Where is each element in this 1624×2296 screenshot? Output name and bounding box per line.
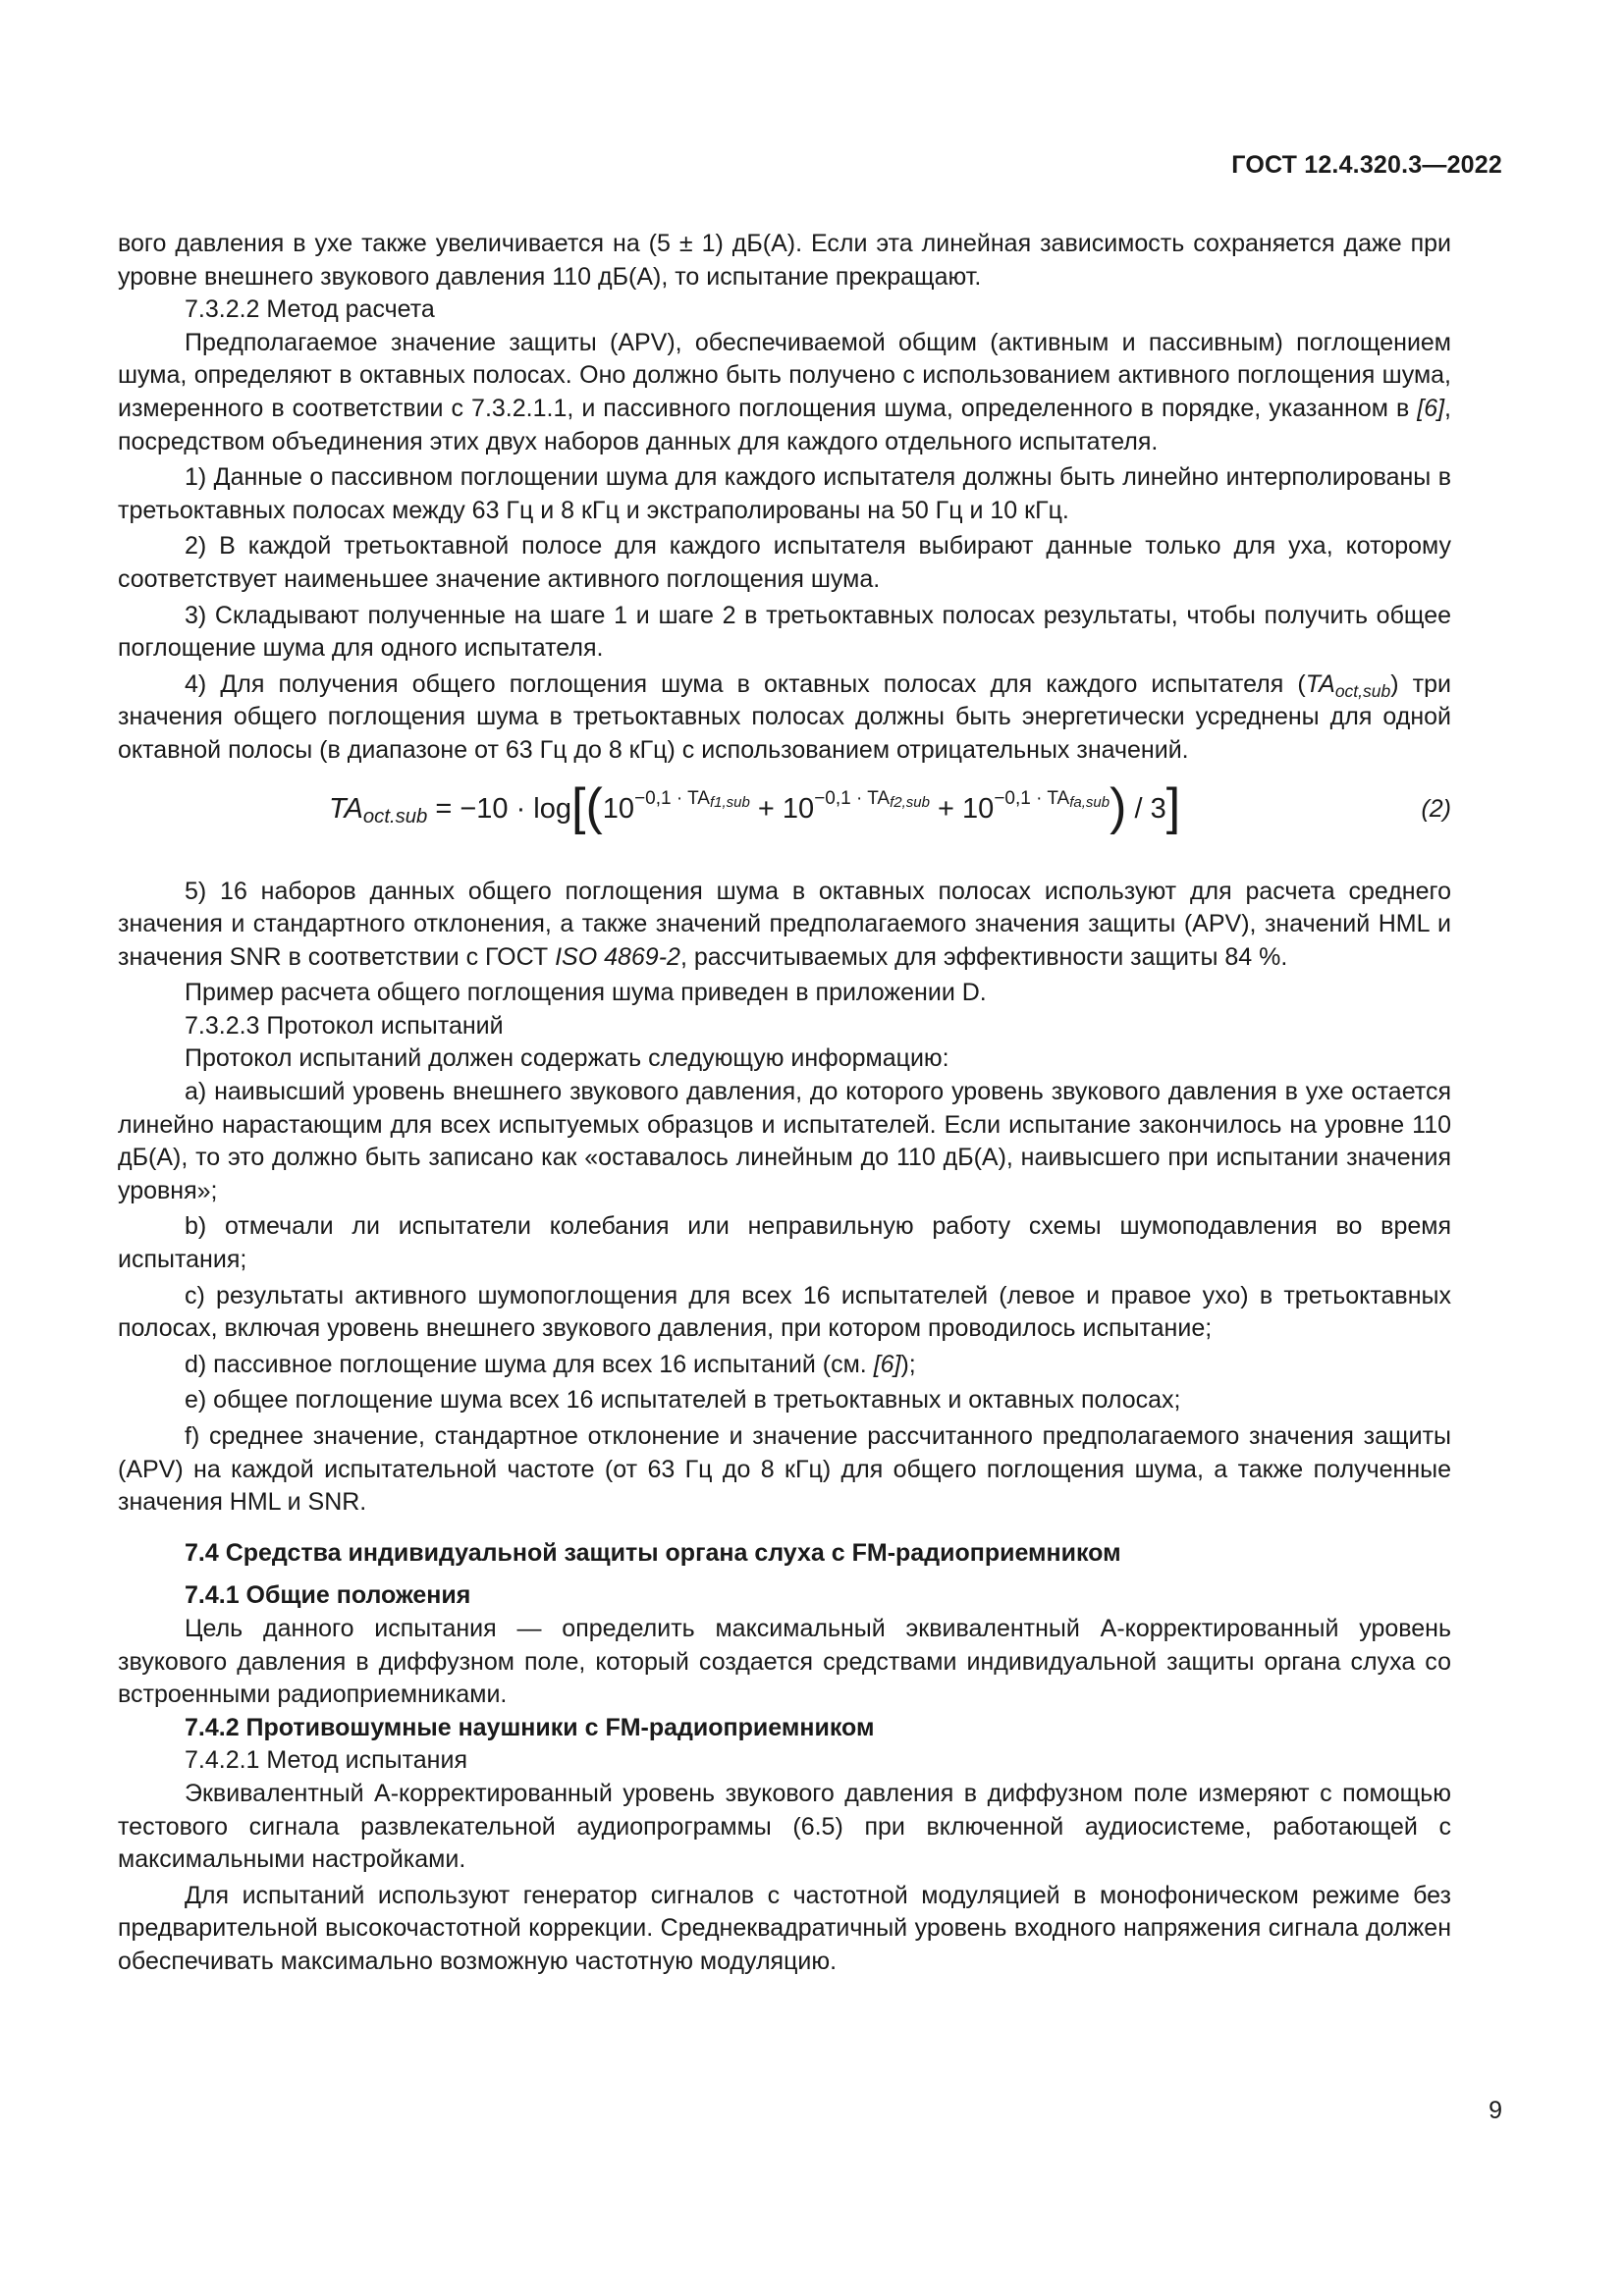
list-item-c: c) результаты активного шумопоглощения для всех 16 испытателей (левое и правое ухо) в третьоктавных полосах, включая уровень внешнего звукового давления, при котором проводилось испытание; <box>118 1281 1451 1343</box>
formula-number: (2) <box>1421 794 1451 823</box>
list-item-a: a) наивысший уровень внешнего звукового давления, до которого уровень звукового давления в ухе остается линейно нарастающим для всех испытуемых образцов и испытателей. Если испытание закончилось на уровне 110 дБ(А), то это должно быть записано как «оставалось линейным до 110 дБ(А), наивысшего при испытании значения уровня»; <box>118 1078 1451 1204</box>
list-item-1: 1) Данные о пассивном поглощении шума для каждого испытателя должны быть линейно интерполированы в третьоктавных полосах между 63 Гц и 8 кГц и экстраполированы на 50 Гц и 10 кГц. <box>118 463 1451 524</box>
section-7-4-1-title: 7.4.1 Общие положения <box>185 1581 471 1610</box>
list-item-d: d) пассивное поглощение шума для всех 16 испытаний (см. [6]); <box>185 1350 916 1378</box>
paragraph-generator: Для испытаний используют генератор сигналов с частотной модуляцией в монофоническом режиме без предварительной высокочастотной коррекции. Среднеквадратичный уровень входного напряжения сигнала должен обеспечивать максимально возможную частотную модуляцию. <box>118 1881 1451 1975</box>
list-item-4: 4) Для получения общего поглощения шума в октавных полосах для каждого испытателя $(TA_{oct,sub})$ три значения общего поглощения шума в третьоктавных полосах должны быть энергетически усреднены для одной октавной полосы (в диапазоне от 63 Гц до 8 кГц) с использованием отрицательных значений. <box>118 669 1451 764</box>
section-7-4-title: 7.4 Средства индивидуальной защиты органа слуха с FM-радиоприемником <box>185 1538 1121 1567</box>
reference-iso-4869-2: ISO 4869-2 <box>555 942 680 971</box>
list-item-e: e) общее поглощение шума всех 16 испытателей в третьоктавных и октавных полосах; <box>185 1386 1181 1415</box>
clause-7-4-2-1-title: 7.4.2.1 Метод испытания <box>185 1746 467 1775</box>
document-header: ГОСТ 12.4.320.3—2022 <box>1231 151 1502 179</box>
list-item-b: b) отмечали ли испытатели колебания или неправильную работу схемы шумоподавления во время испытания; <box>118 1212 1451 1274</box>
clause-7-3-2-2-title: 7.3.2.2 Метод расчета <box>185 295 435 324</box>
reference-6: [6] <box>873 1350 901 1378</box>
section-7-4-2-title: 7.4.2 Противошумные наушники с FM-радиоприемником <box>185 1713 875 1741</box>
list-item-5: 5) 16 наборов данных общего поглощения шума в октавных полосах используют для расчета среднего значения и стандартного отклонения, а также значений предполагаемого значения защиты (APV), значений HML и значения SNR в соответствии с ГОСТ ISO 4869-2, рассчитываемых для эффективности защиты 84 %. <box>118 877 1451 971</box>
paragraph-apv-method: Предполагаемое значение защиты (APV), обеспечиваемой общим (активным и пассивным) поглощением шума, определяют в октавных полосах. Оно должно быть получено с использованием активного поглощения шума, измеренного в соответствии с 7.3.2.1.1, и пассивного поглощения шума, определенного в порядке, указанном в [6], посредством объединения этих двух наборов данных для каждого отдельного испытателя. <box>118 328 1451 455</box>
list-item-3: 3) Складывают полученные на шаге 1 и шаге 2 в третьоктавных полосах результаты, чтобы получить общее поглощение шума для одного испытателя. <box>118 601 1451 663</box>
clause-7-3-2-3-title: 7.3.2.3 Протокол испытаний <box>185 1011 504 1040</box>
formula-expression: $TA_{oct.sub} = -10 \cdot \log[(10^{-0,1 \cdot TA_{f1,sub}} + 10^{-0,1 \cdot TA_{f2,sub}} + 10^{-0,1 \cdot TA_{fa,sub}}) / 3]$ <box>329 777 1181 835</box>
page-number: 9 <box>1489 2097 1502 2124</box>
list-item-f: f) среднее значение, стандартное отклонение и значение рассчитанного предполагаемого значения защиты (APV) на каждой испытательной частоте (от 63 Гц до 8 кГц) для общего поглощения шума, а также полученные значения HML и SNR. <box>118 1422 1451 1517</box>
formula-2 <box>118 775 1451 862</box>
paragraph-continuation: вого давления в ухе также увеличивается на (5 ± 1) дБ(А). Если эта линейная зависимость сохраняется даже при уровне внешнего звукового давления 110 дБ(А), то испытание прекращают. <box>118 230 1451 291</box>
document-body <box>118 228 1451 1979</box>
reference-6: [6] <box>1417 394 1445 422</box>
paragraph-test-purpose: Цель данного испытания — определить максимальный эквивалентный А-корректированный уровень звукового давления в диффузном поле, который создается средствами индивидуальной защиты органа слуха со встроенными радиоприемниками. <box>118 1614 1451 1709</box>
paragraph-example-ref: Пример расчета общего поглощения шума приведен в приложении D. <box>185 979 987 1007</box>
list-item-2: 2) В каждой третьоктавной полосе для каждого испытателя выбирают данные только для уха, которому соответствует наименьшее значение активного поглощения шума. <box>118 532 1451 593</box>
paragraph-protocol-intro: Протокол испытаний должен содержать следующую информацию: <box>185 1044 949 1073</box>
paragraph-measurement: Эквивалентный А-корректированный уровень звукового давления в диффузном поле измеряют с помощью тестового сигнала развлекательной аудиопрограммы (6.5) при включенной аудиосистеме, работающей с максимальными настройками. <box>118 1779 1451 1874</box>
